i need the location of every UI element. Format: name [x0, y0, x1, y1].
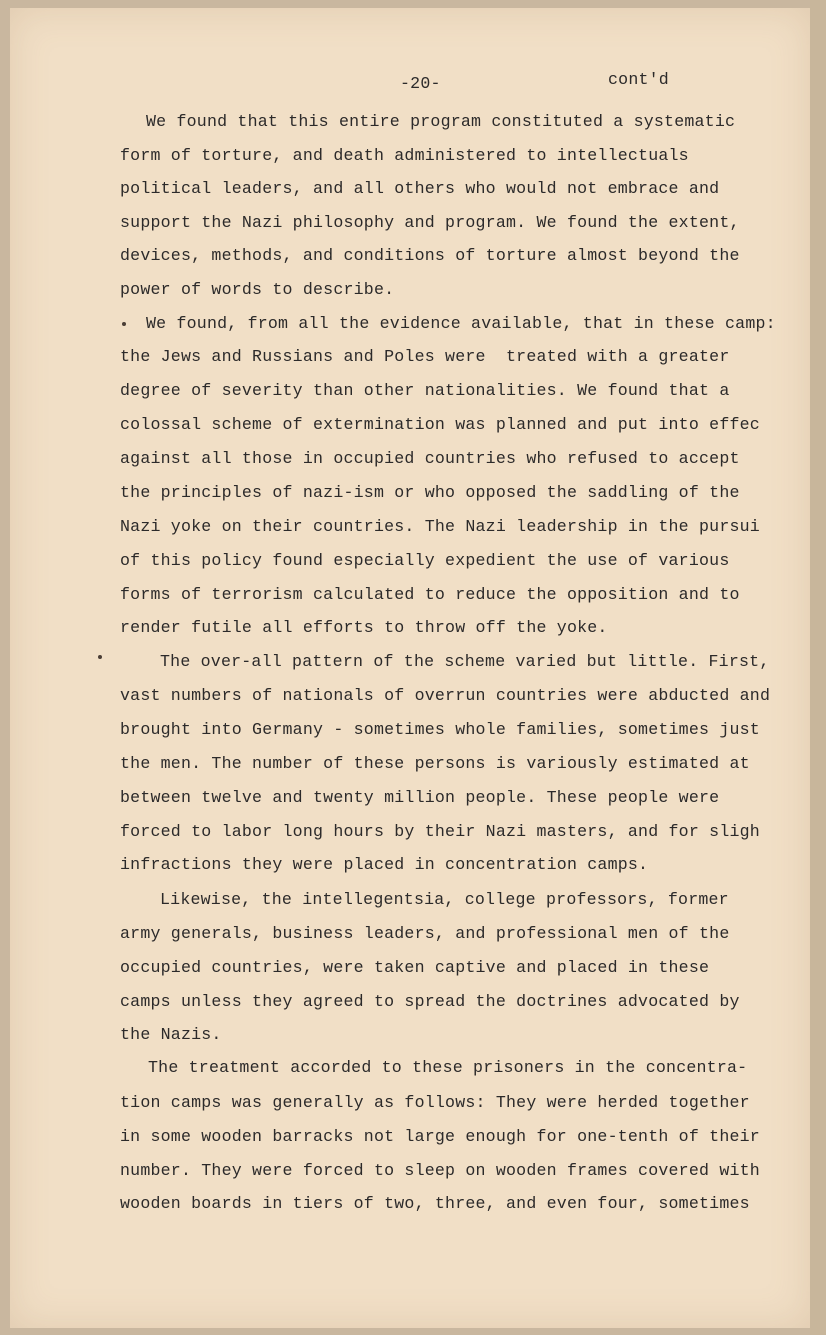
text-line: vast numbers of nationals of overrun countries were abducted and: [120, 686, 771, 705]
text-line: against all those in occupied countries who refused to accept: [120, 449, 740, 468]
text-line: number. They were forced to sleep on wooden frames covered with: [120, 1161, 760, 1180]
text-line: the principles of nazi-ism or who opposed the saddling of the: [120, 483, 740, 502]
text-line: The over-all pattern of the scheme varied but little. First,: [160, 652, 770, 671]
paper-edge: [810, 0, 826, 1335]
text-line: between twelve and twenty million people. These people were: [120, 788, 720, 807]
margin-mark: [122, 322, 126, 326]
text-line: Likewise, the intellegentsia, college professors, former: [160, 890, 729, 909]
text-line: devices, methods, and conditions of torture almost beyond the: [120, 246, 740, 265]
margin-mark: [98, 655, 102, 659]
text-line: infractions they were placed in concentration camps.: [120, 855, 649, 874]
text-line: of this policy found especially expedient the use of various: [120, 551, 730, 570]
text-line: the Nazis.: [120, 1025, 222, 1044]
text-line: the men. The number of these persons is variously estimated at: [120, 754, 750, 773]
text-line: The treatment accorded to these prisoners in the concentra-: [148, 1058, 748, 1077]
text-line: in some wooden barracks not large enough for one-tenth of their: [120, 1127, 760, 1146]
text-line: power of words to describe.: [120, 280, 395, 299]
text-line: camps unless they agreed to spread the doctrines advocated by: [120, 992, 740, 1011]
page-number: -20-: [400, 74, 441, 93]
text-line: degree of severity than other nationalities. We found that a: [120, 381, 730, 400]
text-line: tion camps was generally as follows: They were herded together: [120, 1093, 750, 1112]
text-line: brought into Germany - sometimes whole families, sometimes just: [120, 720, 760, 739]
text-line: wooden boards in tiers of two, three, and even four, sometimes: [120, 1194, 750, 1213]
text-line: We found, from all the evidence available, that in these camp:: [146, 314, 776, 333]
text-line: army generals, business leaders, and professional men of the: [120, 924, 730, 943]
text-line: forced to labor long hours by their Nazi masters, and for sligh: [120, 822, 760, 841]
text-line: support the Nazi philosophy and program. We found the extent,: [120, 213, 740, 232]
text-line: forms of terrorism calculated to reduce the opposition and to: [120, 585, 740, 604]
text-line: form of torture, and death administered to intellectuals: [120, 146, 689, 165]
text-line: Nazi yoke on their countries. The Nazi leadership in the pursui: [120, 517, 760, 536]
text-line: the Jews and Russians and Poles were treated with a greater: [120, 347, 730, 366]
text-line: political leaders, and all others who would not embrace and: [120, 179, 720, 198]
text-line: We found that this entire program constituted a systematic: [146, 112, 736, 131]
text-line: render futile all efforts to throw off the yoke.: [120, 618, 608, 637]
text-line: occupied countries, were taken captive and placed in these: [120, 958, 710, 977]
continued-label: cont'd: [608, 70, 669, 89]
text-line: colossal scheme of extermination was planned and put into effec: [120, 415, 760, 434]
